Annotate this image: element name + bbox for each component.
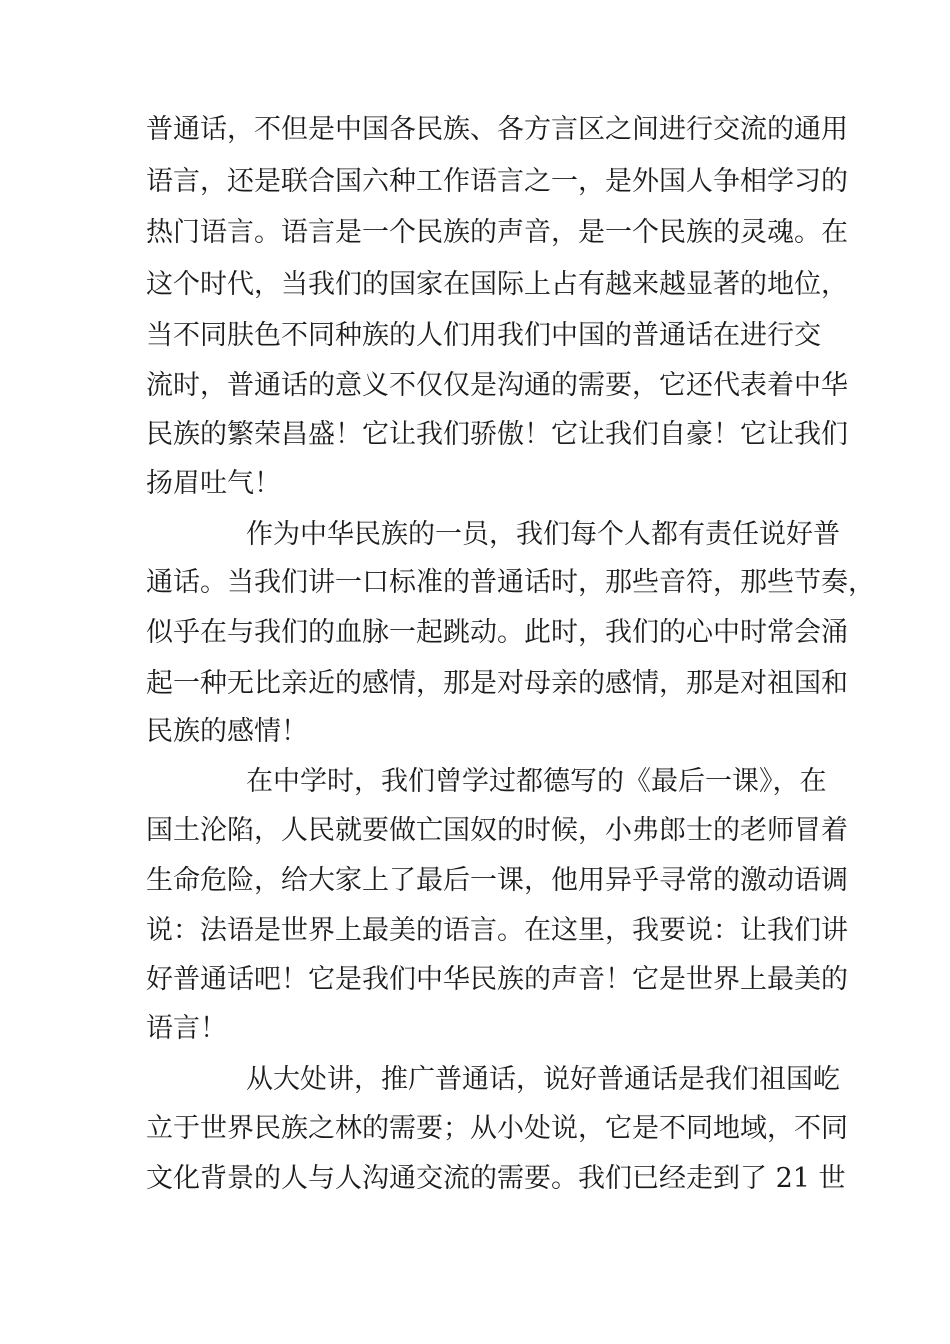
text-line: 民族的感情！ [146,716,308,747]
text-line: 扬眉吐气！ [146,468,281,499]
text-line: 生命危险，给大家上了最后一课，他用异乎寻常的激动语调 [146,865,848,896]
text-line: 文化背景的人与人沟通交流的需要。我们已经走到了 21 世 [146,1163,846,1194]
text-line: 通话。当我们讲一口标准的普通话时，那些音符，那些节奏， [146,567,875,598]
text-line: 语言，还是联合国六种工作语言之一，是外国人争相学习的 [146,166,848,197]
paragraph-first-line: 从大处讲，推广普通话，说好普通话是我们祖国屹 [246,1064,840,1095]
text-line: 好普通话吧！它是我们中华民族的声音！它是世界上最美的 [146,964,848,995]
paragraph-first-line: 作为中华民族的一员，我们每个人都有责任说好普 [246,519,840,550]
text-line: 起一种无比亲近的感情，那是对母亲的感情，那是对祖国和 [146,668,848,699]
text-line: 似乎在与我们的血脉一起跳动。此时，我们的心中时常会涌 [146,617,848,648]
text-line: 热门语言。语言是一个民族的声音，是一个民族的灵魂。在 [146,217,848,248]
text-line: 民族的繁荣昌盛！它让我们骄傲！它让我们自豪！它让我们 [146,419,848,450]
text-line: 流时，普通话的意义不仅仅是沟通的需要，它还代表着中华 [146,370,848,401]
text-line: 说：法语是世界上最美的语言。在这里，我要说：让我们讲 [146,915,848,946]
text-line: 立于世界民族之林的需要；从小处说，它是不同地域，不同 [146,1113,848,1144]
text-line: 国土沦陷，人民就要做亡国奴的时候，小弗郎士的老师冒着 [146,815,848,846]
text-line: 当不同肤色不同种族的人们用我们中国的普通话在进行交 [146,320,821,351]
text-line: 这个时代，当我们的国家在国际上占有越来越显著的地位， [146,269,848,300]
paragraph-first-line: 在中学时，我们曾学过都德写的《最后一课》，在 [246,766,827,797]
text-line: 语言！ [146,1013,227,1044]
text-line: 普通话，不但是中国各民族、各方言区之间进行交流的通用 [146,114,848,145]
